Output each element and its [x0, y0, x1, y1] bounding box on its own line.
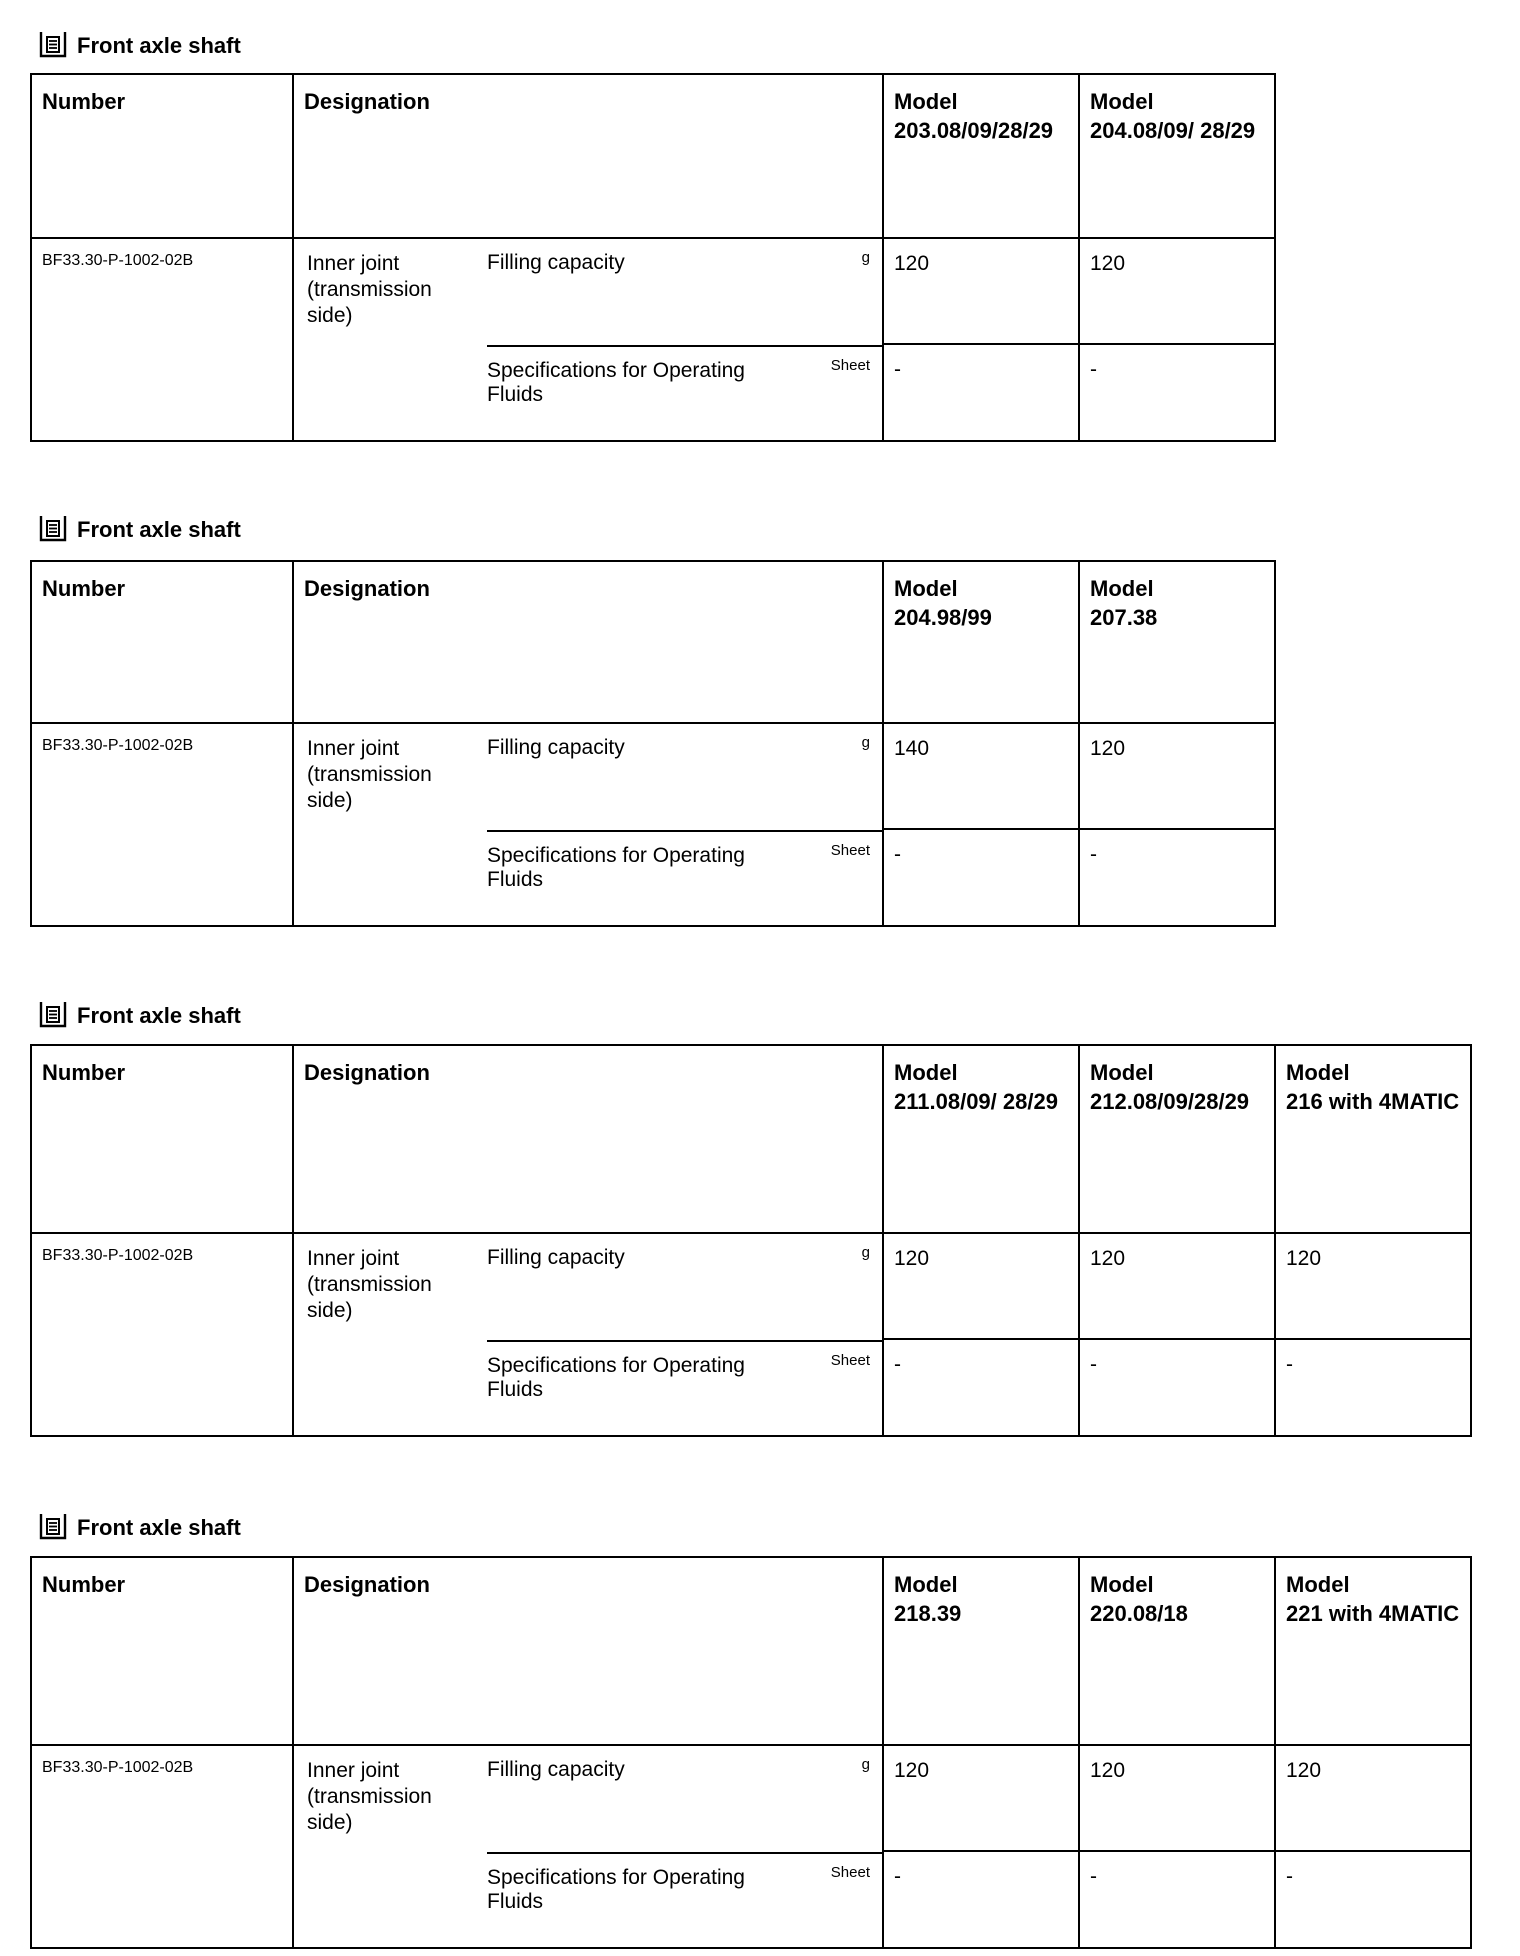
model-values — [883, 723, 1079, 926]
filling-capacity-label: Filling capacity — [487, 736, 625, 759]
header-model — [883, 1557, 1079, 1745]
filling-unit: g — [861, 734, 870, 751]
model-values — [883, 238, 1079, 441]
model-value: 218.39 — [894, 1601, 962, 1626]
model-values — [883, 1745, 1079, 1948]
spec-unit: Sheet — [830, 357, 870, 374]
filling-unit: g — [861, 249, 870, 266]
model-values — [1275, 1745, 1471, 1948]
spec-unit: Sheet — [830, 1864, 870, 1881]
spec-value: - — [1090, 1865, 1097, 1888]
model-label: Model — [894, 576, 958, 601]
designation-text: Inner joint (transmission side) — [307, 252, 432, 327]
filling-value: 120 — [894, 1247, 930, 1270]
model-label: Model — [1286, 1060, 1350, 1085]
filling-capacity-label: Filling capacity — [487, 251, 625, 274]
row-designation — [293, 1233, 883, 1436]
header-designation: Designation — [293, 74, 883, 238]
spec-value: - — [1090, 358, 1097, 381]
row-designation — [293, 1745, 883, 1948]
header-model — [1275, 1557, 1471, 1745]
header-model — [1079, 1557, 1275, 1745]
model-value: 221 with 4MATIC — [1286, 1601, 1460, 1626]
header-number: Number — [31, 1557, 293, 1745]
section-title-text: Front axle shaft — [77, 517, 241, 542]
spec-label: Specifications for Operating Fluids — [487, 1866, 745, 1913]
model-value: 203.08/09/28/29 — [894, 118, 1054, 143]
model-label: Model — [1090, 89, 1154, 114]
document-icon — [38, 1000, 68, 1028]
model-values — [1079, 1745, 1275, 1948]
model-value: 216 with 4MATIC — [1286, 1089, 1460, 1114]
row-number: BF33.30-P-1002-02B — [31, 1745, 293, 1948]
spec-label: Specifications for Operating Fluids — [487, 1354, 745, 1401]
model-label: Model — [894, 1060, 958, 1085]
spec-table — [30, 560, 1276, 927]
section-title — [38, 994, 241, 1028]
spec-value: - — [1090, 843, 1097, 866]
filling-value: 120 — [1286, 1247, 1322, 1270]
filling-value: 120 — [1090, 1247, 1126, 1270]
model-label: Model — [894, 89, 958, 114]
filling-capacity-label: Filling capacity — [487, 1246, 625, 1269]
model-label: Model — [1090, 576, 1154, 601]
model-label: Model — [894, 1572, 958, 1597]
model-values — [1079, 1233, 1275, 1436]
row-number: BF33.30-P-1002-02B — [31, 1233, 293, 1436]
row-designation — [293, 723, 883, 926]
designation-text: Inner joint (transmission side) — [307, 1247, 432, 1322]
header-model — [1079, 561, 1275, 723]
spec-value: - — [894, 358, 901, 381]
header-model — [1079, 74, 1275, 238]
spec-unit: Sheet — [830, 1352, 870, 1369]
document-icon — [38, 514, 68, 542]
spec-value: - — [894, 1353, 901, 1376]
spec-label: Specifications for Operating Fluids — [487, 844, 745, 891]
section-title — [38, 508, 241, 542]
model-value: 212.08/09/28/29 — [1090, 1089, 1250, 1114]
model-values — [883, 1233, 1079, 1436]
section-title — [38, 1506, 241, 1540]
model-values — [1079, 238, 1275, 441]
spec-unit: Sheet — [830, 842, 870, 859]
spec-value: - — [1286, 1353, 1293, 1376]
spec-value: - — [894, 843, 901, 866]
filling-unit: g — [861, 1756, 870, 1773]
filling-value: 120 — [894, 252, 930, 275]
header-designation: Designation — [293, 1045, 883, 1233]
header-model — [1079, 1045, 1275, 1233]
header-designation: Designation — [293, 1557, 883, 1745]
filling-value: 140 — [894, 737, 930, 760]
model-values — [1275, 1233, 1471, 1436]
document-icon — [38, 30, 68, 58]
section-title — [38, 24, 241, 58]
document-icon — [38, 1512, 68, 1540]
spec-table — [30, 73, 1276, 442]
model-value: 220.08/18 — [1090, 1601, 1188, 1626]
model-label: Model — [1090, 1060, 1154, 1085]
model-value: 207.38 — [1090, 605, 1158, 630]
designation-text: Inner joint (transmission side) — [307, 737, 432, 812]
header-model — [883, 1045, 1079, 1233]
section-title-text: Front axle shaft — [77, 1515, 241, 1540]
filling-unit: g — [861, 1244, 870, 1261]
filling-value: 120 — [894, 1759, 930, 1782]
model-label: Model — [1090, 1572, 1154, 1597]
header-number: Number — [31, 74, 293, 238]
header-number: Number — [31, 1045, 293, 1233]
model-label: Model — [1286, 1572, 1350, 1597]
spec-value: - — [894, 1865, 901, 1888]
spec-table — [30, 1556, 1472, 1949]
section-title-text: Front axle shaft — [77, 33, 241, 58]
spec-value: - — [1090, 1353, 1097, 1376]
header-model — [883, 561, 1079, 723]
header-number: Number — [31, 561, 293, 723]
model-value: 204.08/09/ 28/29 — [1090, 118, 1256, 143]
spec-value: - — [1286, 1865, 1293, 1888]
header-model — [883, 74, 1079, 238]
spec-table — [30, 1044, 1472, 1437]
filling-value: 120 — [1286, 1759, 1322, 1782]
designation-text: Inner joint (transmission side) — [307, 1759, 432, 1834]
model-value: 211.08/09/ 28/29 — [894, 1089, 1058, 1114]
model-values — [1079, 723, 1275, 926]
spec-label: Specifications for Operating Fluids — [487, 359, 745, 406]
header-designation: Designation — [293, 561, 883, 723]
row-number: BF33.30-P-1002-02B — [31, 238, 293, 441]
header-model — [1275, 1045, 1471, 1233]
section-title-text: Front axle shaft — [77, 1003, 241, 1028]
filling-capacity-label: Filling capacity — [487, 1758, 625, 1781]
filling-value: 120 — [1090, 252, 1126, 275]
filling-value: 120 — [1090, 1759, 1126, 1782]
model-value: 204.98/99 — [894, 605, 992, 630]
row-number: BF33.30-P-1002-02B — [31, 723, 293, 926]
filling-value: 120 — [1090, 737, 1126, 760]
row-designation — [293, 238, 883, 441]
